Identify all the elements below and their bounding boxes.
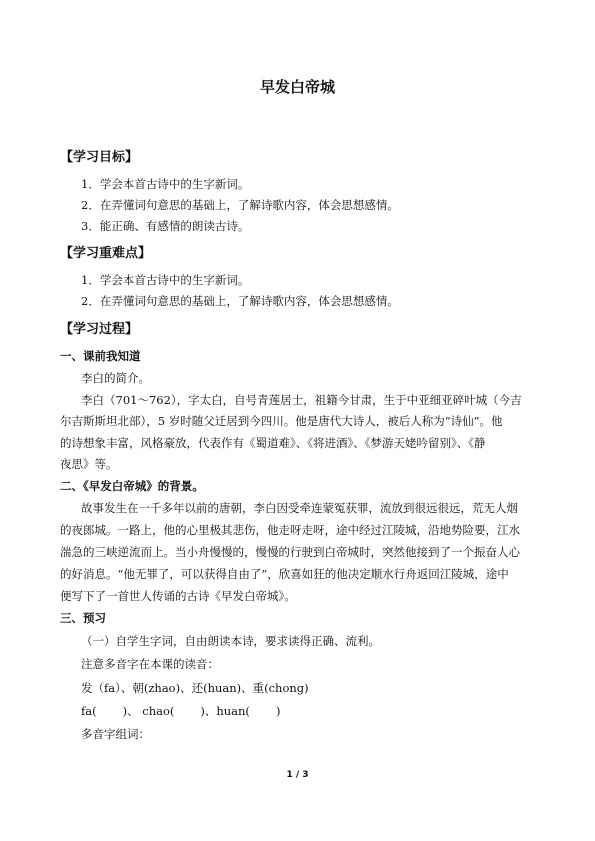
section-1-line: 尔吉斯斯坦北部），5 岁时随父迁居到今四川。他是唐代大诗人，被后人称为“诗仙”。他 bbox=[60, 414, 503, 428]
section-2-line: 湍急的三峡逆流而上。当小舟慢慢的，慢慢的行驶到白帝城时，突然他接到了一个振奋人心 bbox=[60, 545, 520, 559]
section-2-line: 故事发生在一千多年以前的唐朝，李白因受牵连蒙冤获罪，流放到很远很远，荒无人烟 bbox=[81, 501, 518, 515]
goal-item: 2．在弄懂词句意思的基础上，了解诗歌内容，体会思想感情。 bbox=[81, 198, 399, 212]
section-2-line: 便写下了一首世人传诵的古诗《早发白帝城》。 bbox=[60, 589, 296, 603]
section-3-sub1: （一）自学生字词，自由朗读本诗，要求读得正确、流利。 bbox=[81, 634, 380, 648]
section-3-heading: 三、预习 bbox=[60, 611, 106, 625]
section-3-group: 多音字组词： bbox=[81, 727, 150, 741]
blank-end: ) bbox=[275, 704, 281, 718]
section-3-note: 注意多音字在本课的读音： bbox=[81, 657, 219, 671]
goals-heading: 【学习目标】 bbox=[60, 150, 139, 165]
blank-chao-label: )、 chao( bbox=[122, 704, 175, 718]
goal-item: 3．能正确、有感情的朗读古诗。 bbox=[81, 219, 250, 233]
section-2-line: 的夜郎城。一路上，他的心里极其悲伤，他走呀走呀，途中经过江陵城，沿地势险要，江水 bbox=[60, 523, 520, 537]
pinyin-blanks bbox=[81, 703, 280, 719]
section-1-line: 李白（701～762），字太白，自号青莲居士，祖籍今甘肃，生于中亚细亚碎叶城（今吉 bbox=[81, 393, 522, 407]
section-1-intro: 李白的简介。 bbox=[81, 371, 150, 385]
goal-item: 1．学会本首古诗中的生字新词。 bbox=[81, 177, 250, 191]
section-2-line: 的好消息。“他无罪了，可以获得自由了”，欣喜如狂的他决定顺水行舟返回江陵城，途中 bbox=[60, 567, 509, 581]
section-1-heading: 一、课前我知道 bbox=[60, 349, 141, 363]
keypoints-heading: 【学习重难点】 bbox=[60, 246, 152, 261]
blank-huan-label: )、huan( bbox=[200, 704, 250, 718]
section-1-line: 的诗想象丰富，风格豪放，代表作有《蜀道难》、《将进酒》、《梦游天姥吟留别》、《静 bbox=[60, 436, 486, 450]
blank-fa-label: fa( bbox=[81, 704, 97, 718]
section-2-heading: 二、《早发白帝城》的背景。 bbox=[60, 479, 204, 493]
keypoint-item: 2．在弄懂词句意思的基础上，了解诗歌内容，体会思想感情。 bbox=[81, 294, 399, 308]
pinyin-line: 发（fa）、朝(zhao)、还(huan)、重(chong) bbox=[81, 681, 309, 695]
keypoint-item: 1．学会本首古诗中的生字新词。 bbox=[81, 273, 250, 287]
process-heading: 【学习过程】 bbox=[60, 322, 139, 337]
page-title: 早发白帝城 bbox=[259, 78, 335, 96]
section-1-line: 夜思》等。 bbox=[60, 457, 118, 471]
page-number: 1 / 3 bbox=[286, 770, 309, 780]
